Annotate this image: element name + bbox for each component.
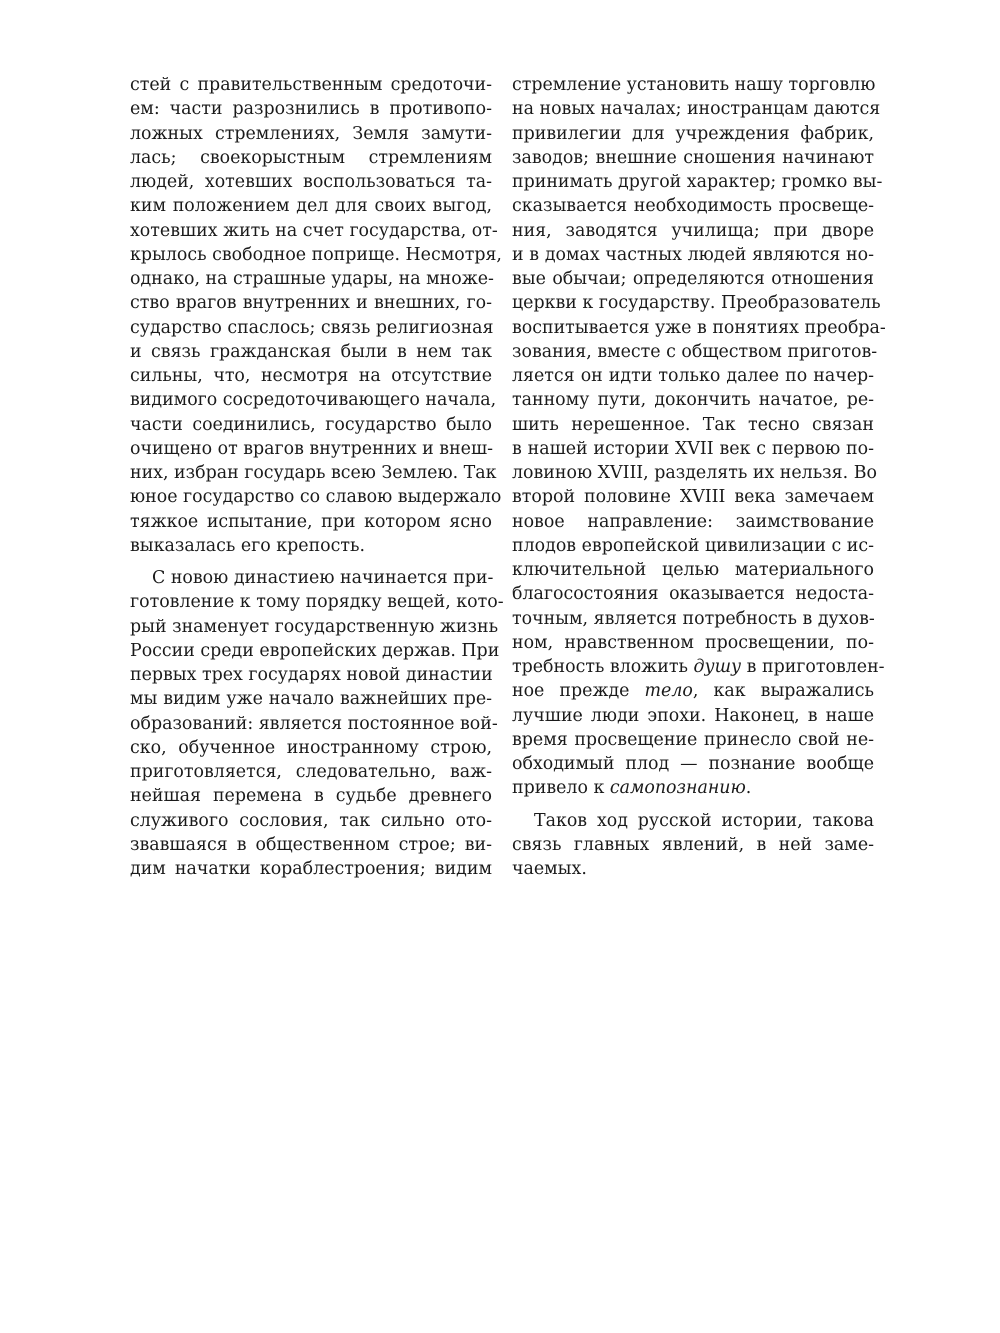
text-line: ким положением дел для своих выгод,	[130, 196, 492, 217]
text-line: и связь гражданская были в нем так	[130, 341, 492, 362]
text-line: ния, заводятся училища; при дворе	[512, 220, 874, 241]
text-line: служивого сословия, так сильно ото-	[130, 810, 492, 831]
paragraph	[512, 73, 886, 801]
text-line: дим начатки кораблестроения; видим	[130, 859, 492, 879]
text-line: стей с правительственным средоточи-	[130, 75, 492, 95]
text-line: сильны, что, несмотря на отсутствие	[130, 366, 492, 386]
text-line: обходимый плод — познание вообще	[512, 754, 874, 774]
paragraph	[512, 809, 874, 882]
emphasis-telo: тело	[644, 681, 693, 702]
text-line: хотевших жить на счет государства, от-	[130, 220, 498, 241]
text-line: ном, нравственном просвещении, по-	[512, 632, 874, 653]
text-line: плодов европейской цивилизации с ис-	[512, 535, 874, 556]
text-line: ство врагов внутренних и внешних, го-	[130, 293, 492, 314]
text-run: требность вложить	[512, 657, 694, 677]
text-line: церкви к государству. Преобразователь	[512, 293, 881, 314]
text-line: России среди европейских держав. При	[130, 640, 500, 661]
text-line: лучшие люди эпохи. Наконец, в наше	[512, 705, 874, 726]
text-line: шить нерешенное. Так тесно связан	[512, 414, 874, 435]
text-line: ляется он идти только далее по начер-	[512, 366, 874, 386]
text-line: образований: является постоянное вой-	[130, 713, 498, 734]
text-line: готовление к тому порядку вещей, кото-	[130, 592, 504, 613]
text-line: сказывается необходимость просвеще-	[512, 196, 874, 217]
paragraph	[130, 566, 504, 881]
text-line	[512, 679, 874, 703]
text-line: тяжкое испытание, при котором ясно	[130, 511, 492, 532]
text-run: привело к	[512, 778, 610, 799]
text-line: видимого сосредоточивающего начала,	[130, 390, 497, 411]
text-line: первых трех государях новой династии	[130, 665, 493, 685]
text-line: стремление установить нашу торговлю	[512, 75, 876, 95]
text-line: мы видим уже начало важнейших пре-	[130, 689, 492, 710]
paragraph-gap	[130, 558, 492, 566]
text-run: , как выражались	[692, 681, 874, 702]
text-line: чаемых.	[512, 859, 587, 879]
text-line: новое направление: заимствование	[512, 511, 874, 532]
text-line: время просвещение принесло свой не-	[512, 729, 874, 750]
text-line: С новою династиею начинается при-	[152, 568, 494, 588]
text-line: ско, обученное иностранному строю,	[130, 737, 492, 758]
emphasis-dushu: душу	[693, 657, 742, 677]
text-line: сударство спаслось; связь религиозная	[130, 317, 494, 338]
text-line: второй половине XVIII века замечаем	[512, 487, 874, 508]
text-line: однако, на страшные удары, на множе-	[130, 269, 494, 289]
text-line: на новых началах; иностранцам даются	[512, 99, 881, 120]
text-line: нейшая перемена в судьбе древнего	[130, 786, 492, 807]
text-line: очищено от врагов внутренних и внеш-	[130, 438, 494, 459]
text-line: привилегии для учреждения фабрик,	[512, 123, 874, 144]
text-line: связь главных явлений, в ней заме-	[512, 834, 874, 855]
text-run: в приготовлен-	[741, 657, 885, 677]
text-line: крылось свободное поприще. Несмотря,	[130, 244, 502, 265]
text-line: людей, хотевших воспользоваться та-	[130, 172, 492, 192]
text-line: приготовляется, следовательно, важ-	[130, 762, 492, 782]
text-line: лась; своекорыстным стремлениям	[130, 147, 492, 168]
text-line: танному пути, докончить начатое, ре-	[512, 390, 874, 411]
text-line: зования, вместе с обществом приготов-	[512, 341, 878, 362]
text-line: части соединились, государство было	[130, 414, 492, 435]
text-line: рый знаменует государственную жизнь	[130, 616, 499, 637]
text-line: в нашей истории XVII век с первою по-	[512, 438, 874, 459]
text-run: ное прежде	[512, 681, 645, 702]
text-line: ловиною XVIII, разделять их нельзя. Во	[512, 463, 877, 483]
text-line: и в домах частных людей являются но-	[512, 244, 874, 265]
emphasis-samopoznaniyu: самопознанию	[609, 778, 746, 799]
text-line: ключительной целью материального	[512, 560, 874, 580]
text-line: ем: части разрознились в противопо-	[130, 99, 492, 120]
right-column	[512, 73, 886, 881]
text-line: ложных стремлениях, Земля замути-	[130, 123, 492, 144]
text-line: юное государство со славою выдержало	[130, 487, 502, 508]
paragraph-gap	[512, 801, 874, 809]
paragraph	[130, 73, 502, 558]
text-line: звавшаяся в общественном строе; ви-	[130, 834, 492, 855]
text-line	[512, 776, 874, 800]
text-line: них, избран государь всею Землею. Так	[130, 463, 497, 483]
text-line: выказалась его крепость.	[130, 535, 365, 556]
text-line: вые обычаи; определяются отношения	[512, 269, 874, 289]
text-line: воспитывается уже в понятиях преобра-	[512, 317, 886, 338]
text-line: заводов; внешние сношения начинают	[512, 147, 874, 168]
text-line	[512, 655, 885, 679]
text-line: принимать другой характер; громко вы-	[512, 172, 883, 192]
text-line: точным, является потребность в духов-	[512, 608, 875, 629]
left-column	[130, 73, 504, 881]
text-run: .	[745, 778, 752, 799]
text-line: Таков ход русской истории, такова	[534, 810, 874, 831]
text-line: благосостояния оказывается недоста-	[512, 584, 874, 605]
